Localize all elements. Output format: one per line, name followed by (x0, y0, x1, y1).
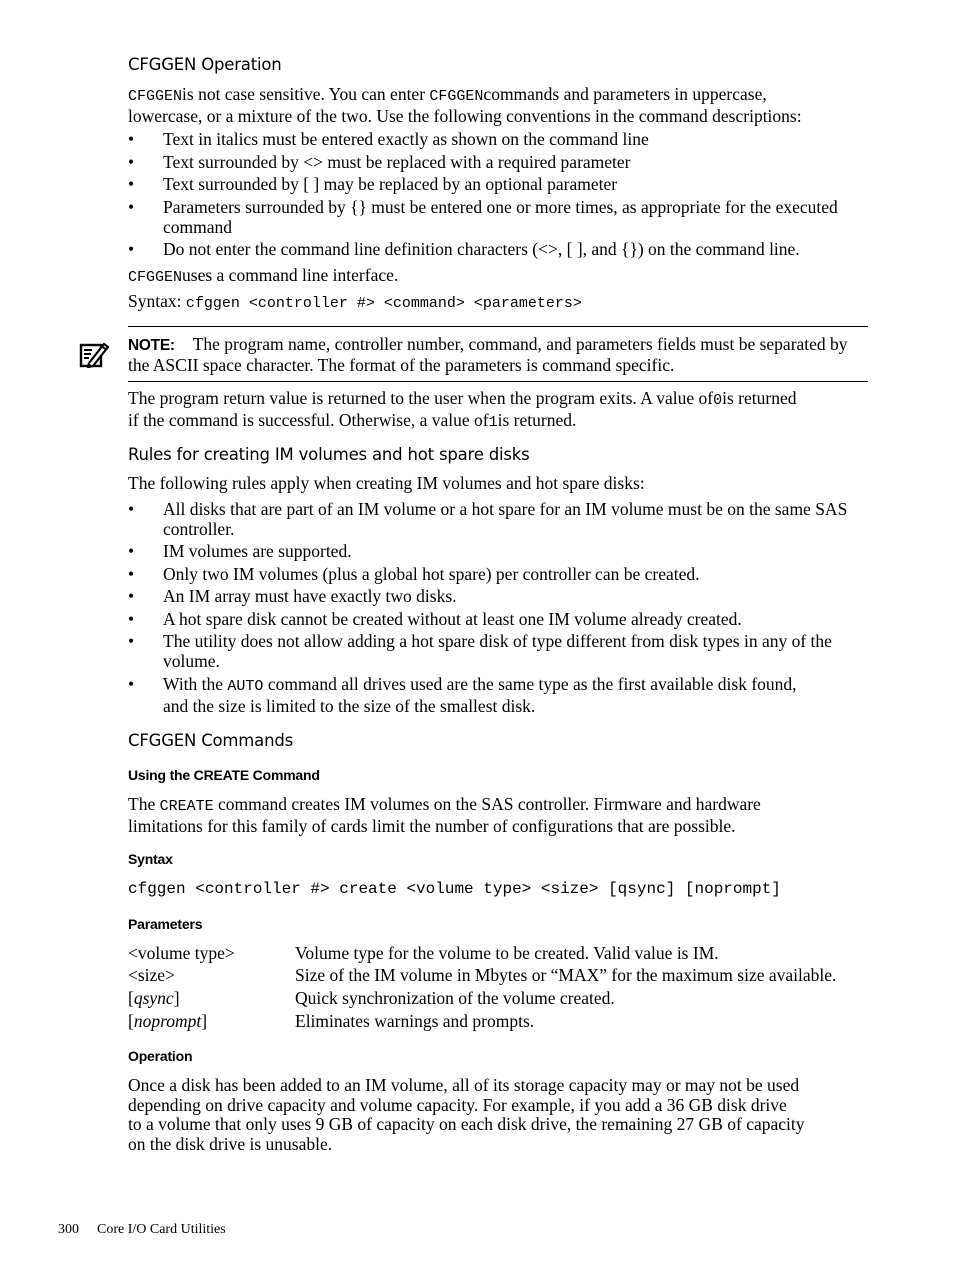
operation-line: depending on drive capacity and volume capacity. For example, if you add a 36 GB disk drive (128, 1094, 787, 1115)
subheading-parameters: Parameters (128, 916, 203, 932)
param-desc: Volume type for the volume to be created. Valid value is IM. (295, 943, 719, 963)
bracket-close: ] (173, 988, 180, 1008)
bracket-open: [ (128, 988, 134, 1008)
return-value-paragraph (128, 389, 868, 432)
list-item-text: A hot spare disk cannot be created without at least one IM volume already created. (163, 609, 742, 629)
subheading-syntax: Syntax (128, 851, 173, 867)
list-item-text: Only two IM volumes (plus a global hot spare) per controller can be created. (163, 564, 700, 584)
create-text-2: command creates IM volumes on the SAS controller. Firmware and hardware (213, 794, 761, 814)
bracket-open: [ (128, 1011, 134, 1031)
list-item-text: An IM array must have exactly two disks. (163, 586, 457, 606)
operation-line: on the disk drive is unusable. (128, 1133, 333, 1154)
param-desc: Size of the IM volume in Mbytes or “MAX” for the maximum size available. (295, 965, 837, 985)
interface-text: uses a command line interface. (182, 265, 399, 285)
operation-line: to a volume that only uses 9 GB of capacity on each disk drive, the remaining 27 GB of capacity (128, 1114, 805, 1134)
list-item-text: Do not enter the command line definition characters (<>, [ ], and {}) on the command line. (163, 239, 800, 259)
cmd-auto: AUTO (227, 678, 264, 695)
list-item-text: The utility does not allow adding a hot spare disk of type different from disk types in any of the volume. (163, 631, 832, 671)
operation-paragraph (128, 1076, 868, 1154)
auto-text-3: and the size is limited to the size of the smallest disk. (163, 695, 536, 716)
auto-text-2: command all drives used are the same type as the first available disk found, (263, 674, 797, 694)
param-name-text: <volume type> (128, 943, 235, 963)
bullet: • (128, 564, 135, 584)
cmd-cfggen: CFGGEN (429, 88, 484, 105)
rules-intro: The following rules apply when creating IM volumes and hot spare disks: (128, 473, 645, 493)
intro-text-2: commands and parameters in uppercase, (483, 84, 767, 104)
param-desc: Eliminates warnings and prompts. (295, 1011, 535, 1031)
bullet: • (128, 674, 135, 694)
section-heading-rules: Rules for creating IM volumes and hot spare disks (128, 445, 530, 464)
return-text-4: is returned. (497, 409, 577, 430)
param-name-text: <size> (128, 965, 175, 985)
param-name (128, 1012, 207, 1032)
operation-line: Once a disk has been added to an IM volume, all of its storage capacity may or may not be used (128, 1075, 800, 1095)
note-text (128, 335, 868, 375)
return-text-1: The program return value is returned to the user when the program exits. A value of (128, 388, 714, 408)
create-text-3: limitations for this family of cards limit the number of configurations that are possible. (128, 815, 736, 836)
note-label: NOTE: (128, 337, 175, 354)
create-text-1: The (128, 794, 160, 814)
bullet: • (128, 609, 135, 629)
cmd-cfggen: CFGGEN (128, 269, 183, 286)
bullet: • (128, 152, 135, 172)
list-item-text: Parameters surrounded by {} must be entered one or more times, as appropriate for the executed command (163, 197, 838, 237)
list-item-text: IM volumes are supported. (163, 541, 352, 561)
return-text-3: if the command is successful. Otherwise, a value of (128, 409, 489, 430)
intro-text-1: is not case sensitive. You can enter (182, 84, 430, 104)
list-item-text: Text in italics must be entered exactly as shown on the command line (163, 129, 649, 149)
auto-text-1: With the (163, 674, 228, 694)
bullet: • (128, 586, 135, 606)
section-heading-cfggen-commands: CFGGEN Commands (128, 731, 293, 750)
note-pencil-icon (79, 339, 109, 369)
list-item-text: Text surrounded by [ ] may be replaced by an optional parameter (163, 174, 618, 194)
bullet: • (128, 499, 135, 519)
param-desc: Quick synchronization of the volume created. (295, 988, 615, 1008)
syntax-line (128, 292, 868, 314)
param-name-text: noprompt (133, 1011, 202, 1031)
return-value-0: 0 (713, 392, 723, 409)
bracket-close: ] (201, 1011, 208, 1031)
return-value-1: 1 (488, 413, 498, 431)
cmd-create: CREATE (159, 798, 214, 815)
create-description (128, 795, 868, 836)
list-item-text: All disks that are part of an IM volume or a hot spare for an IM volume must be on the same SAS controller. (163, 499, 848, 539)
intro-paragraph (128, 85, 868, 126)
bullet: • (128, 197, 135, 217)
intro-text-3: lowercase, or a mixture of the two. Use the following conventions in the command descriptions: (128, 105, 802, 126)
note-body: The program name, controller number, command, and parameters fields must be separated by the ASCII space character. The format of the parameters is command specific. (128, 334, 848, 375)
list-item-text (163, 675, 868, 716)
bullet: • (128, 129, 135, 149)
bullet: • (128, 239, 135, 259)
page-footer (58, 1222, 244, 1238)
section-heading-cfggen-operation: CFGGEN Operation (128, 55, 282, 74)
footer-title: Core I/O Card Utilities (97, 1222, 226, 1237)
return-text-2: is returned (722, 388, 797, 408)
list-item-text: Text surrounded by <> must be replaced with a required parameter (163, 152, 631, 172)
page-number: 300 (58, 1222, 79, 1237)
create-syntax-code: cfggen <controller #> create <volume type> <size> [qsync] [noprompt] (128, 880, 781, 898)
param-name-text: qsync (133, 988, 174, 1008)
interface-paragraph (128, 266, 868, 288)
subheading-using-create: Using the CREATE Command (128, 767, 320, 783)
cmd-cfggen: CFGGEN (128, 88, 183, 105)
param-name (128, 989, 180, 1009)
syntax-code: cfggen <controller #> <command> <parameters> (185, 295, 582, 312)
subheading-operation: Operation (128, 1048, 193, 1064)
bullet: • (128, 631, 135, 651)
param-name (128, 966, 175, 986)
syntax-label: Syntax: (128, 291, 186, 311)
note-box (128, 326, 868, 382)
bullet: • (128, 541, 135, 561)
bullet: • (128, 174, 135, 194)
param-name (128, 944, 235, 964)
